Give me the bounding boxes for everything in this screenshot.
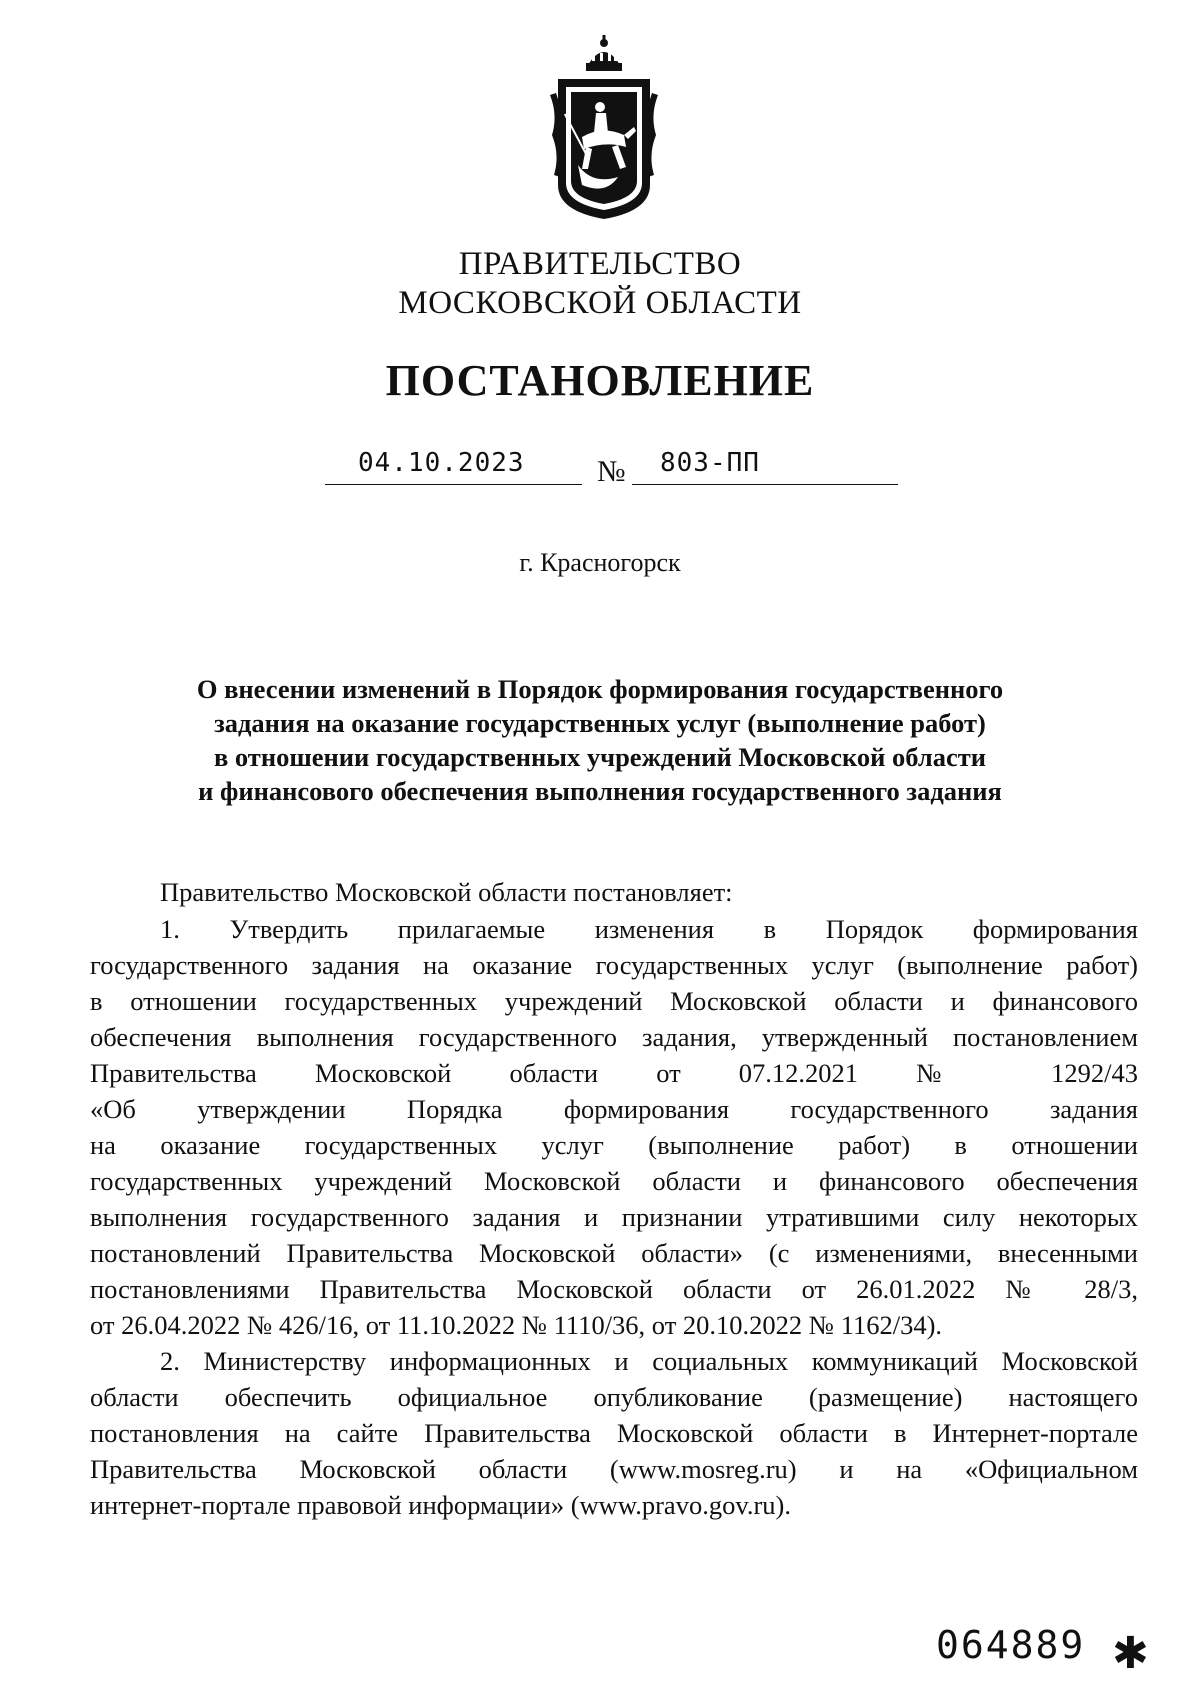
body-line: на оказание государственных услуг (выполнение работ) в отношении	[90, 1130, 1138, 1160]
document-title	[90, 672, 1110, 808]
city-of-issue: г. Красногорск	[519, 548, 681, 577]
title-line: и финансового обеспечения выполнения государственного задания	[198, 776, 1002, 806]
number-sign: №	[597, 455, 626, 488]
body-line: 2. Министерству информационных и социальных коммуникаций Московской	[160, 1346, 1138, 1376]
body-intro-line: Правительство Московской области постановляет:	[160, 877, 733, 907]
body-line: от 26.04.2022 № 426/16, от 11.10.2022 № 1110/36, от 20.10.2022 № 1162/34).	[90, 1310, 943, 1340]
date-underline	[325, 484, 582, 485]
title-line: в отношении государственных учреждений Московской области	[213, 742, 987, 772]
body-line: выполнения государственного задания и признании утратившими силу некоторых	[90, 1202, 1138, 1232]
body-line: Правительства Московской области (www.mosreg.ru) и на «Официальном	[90, 1454, 1138, 1484]
body-line: государственных учреждений Московской области и финансового обеспечения	[90, 1166, 1138, 1196]
organization-name-line2: МОСКОВСКОЙ ОБЛАСТИ	[398, 285, 802, 321]
document-date: 04.10.2023	[358, 448, 525, 478]
organization-name-line1: ПРАВИТЕЛЬСТВО	[458, 246, 742, 282]
document-type-heading: ПОСТАНОВЛЕНИЕ	[385, 356, 815, 405]
body-line: постановлений Правительства Московской области» (с изменениями, внесенными	[90, 1238, 1138, 1268]
coat-of-arms-emblem	[548, 35, 660, 223]
body-line: обеспечения выполнения государственного задания, утвержденный постановлением	[90, 1022, 1138, 1052]
body-line: 1. Утвердить прилагаемые изменения в Порядок формирования	[160, 914, 1138, 944]
body-line: Правительства Московской области от 07.12.2021 № 1292/43	[90, 1058, 1138, 1088]
body-line: государственного задания на оказание государственных услуг (выполнение работ)	[90, 950, 1138, 980]
asterisk-mark: ✱	[1112, 1628, 1149, 1679]
serial-number: 064889	[936, 1623, 1086, 1667]
body-line: постановления на сайте Правительства Московской области в Интернет-портале	[90, 1418, 1138, 1448]
body-line: интернет-портале правовой информации» (www.pravo.gov.ru).	[90, 1490, 791, 1520]
title-line: О внесении изменений в Порядок формирования государственного	[196, 674, 1004, 704]
body-line: «Об утверждении Порядка формирования государственного задания	[90, 1094, 1138, 1124]
body-line: области обеспечить официальное опубликование (размещение) настоящего	[90, 1382, 1138, 1412]
title-line: задания на оказание государственных услуг (выполнение работ)	[214, 708, 986, 738]
document-number: 803-ПП	[660, 448, 760, 478]
number-underline	[632, 484, 898, 485]
body-line: в отношении государственных учреждений Московской области и финансового	[90, 986, 1138, 1016]
body-line: постановлениями Правительства Московской области от 26.01.2022 № 28/3,	[90, 1274, 1138, 1304]
